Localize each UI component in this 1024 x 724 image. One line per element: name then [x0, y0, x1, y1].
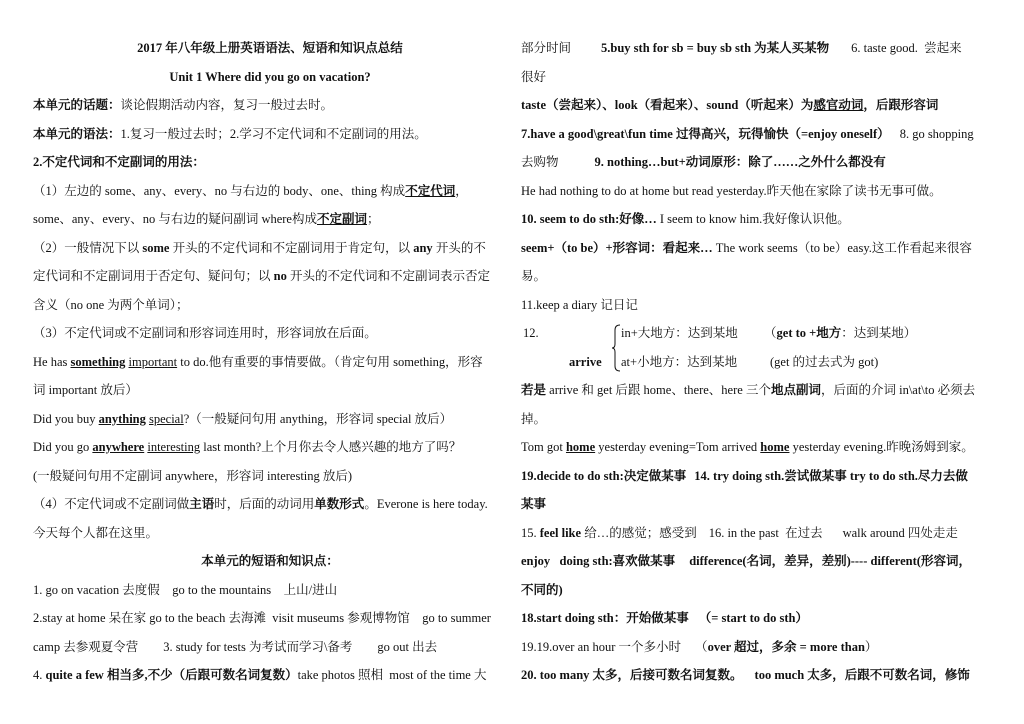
text: 8. go shopping — [899, 126, 974, 141]
text: 2.stay at home 呆在家 go to the beach 去海滩 visit museums 参观博物馆 go to summer — [33, 611, 491, 625]
text: 。Everone is here today. — [364, 497, 488, 511]
text: 本单元的短语和知识点： — [201, 554, 339, 568]
text: last month?上个月你去令人感兴趣的地方了吗？ — [200, 440, 462, 454]
underlined-term: special — [149, 411, 184, 426]
label: 本单元的语法： — [33, 126, 121, 141]
unit-title — [33, 63, 507, 92]
key-phrase: 5.buy sth for sb = buy sb sth 为某人买某物 — [601, 41, 830, 55]
text: 含义（no one 为两个单词）； — [33, 297, 189, 312]
text: ） — [864, 639, 878, 654]
text: ，后跟形容词 — [863, 98, 939, 112]
key-phrase: 18.start doing sth：开始做某事 — [521, 611, 689, 625]
text: 时，后面的动词用 — [214, 497, 315, 511]
text: 开头的不定代词和不定副词用于肯定句，以 — [169, 240, 414, 255]
key-phrase: get to +地方 — [776, 326, 842, 340]
phrase-line — [521, 462, 1001, 491]
document-title — [33, 34, 507, 63]
key-phrase: feel like — [539, 525, 582, 540]
left-line — [33, 462, 507, 491]
text: 部分时间 — [521, 41, 572, 55]
key-term: home — [760, 440, 790, 454]
usage-got-note: (get 的过去式为 got) — [770, 354, 879, 369]
key-phrase: seem+（to be）+形容词：看起来… — [521, 240, 713, 255]
text: 4. — [33, 668, 46, 682]
key-term: no — [273, 269, 287, 283]
left-column — [33, 34, 507, 690]
left-line — [33, 177, 507, 206]
key-term: 主语 — [189, 497, 215, 511]
usage-in: in+大地方：达到某地 — [621, 326, 738, 340]
key-term: quite a few — [45, 668, 104, 682]
text: 1. go on vacation 去度假 go to the mountains 上山/进山 — [33, 582, 338, 597]
left-line — [33, 262, 507, 291]
example-line — [521, 433, 1001, 462]
text: yesterday evening=Tom arrived — [595, 440, 761, 454]
text: 很好 — [521, 69, 547, 84]
left-line — [33, 234, 507, 263]
phrase-line — [521, 604, 1001, 633]
text: (一般疑问句用不定副词 anywhere，形容词 interesting 放后) — [33, 468, 353, 483]
text: 定代词和不定副词用于否定句、疑问句；以 — [33, 269, 274, 283]
phrase-line — [521, 291, 1001, 320]
text: （1）左边的 some、any、every、no 与右边的 body、one、thing 构成 — [33, 183, 406, 198]
key-term: 不定代词 — [405, 183, 456, 198]
text: 掉。 — [521, 411, 547, 426]
example-line — [521, 177, 1001, 206]
text: some、any、every、no 与右边的疑问副词 where构成 — [33, 212, 317, 226]
phrase-line — [521, 205, 1001, 234]
key-phrase: 14. try doing sth.尝试做某事 try to do sth.尽力去做 — [694, 468, 968, 483]
left-brace-icon — [611, 324, 621, 372]
text: （ — [764, 326, 777, 340]
section-heading — [33, 148, 507, 177]
text: to do.他有重要的事情要做。（肯定句用 something，形容 — [177, 354, 483, 369]
text: Did you buy — [33, 411, 99, 426]
text: 易。 — [521, 269, 547, 283]
topic-line — [33, 91, 507, 120]
underlined-term: important — [128, 354, 178, 369]
phrase-line — [521, 262, 1001, 291]
text: ：达到某地） — [841, 326, 917, 340]
key-term: some — [142, 240, 170, 255]
text: arrive 和 get 后跟 home、there、here 三个 — [546, 383, 771, 397]
text: 开头的不定代词和不定副词表示否定 — [286, 269, 490, 283]
text: 1.复习一般过去时；2.学习不定代词和不定副词的用法。 — [120, 126, 427, 141]
label: 本单元的话题： — [33, 98, 121, 112]
text: I seem to know him.我好像认识他。 — [656, 212, 850, 226]
example-line — [33, 433, 507, 462]
text: ； — [367, 212, 380, 226]
text: He had nothing to do at home but read yesterday.昨天他在家除了读书无事可做。 — [521, 183, 942, 198]
key-term: any — [413, 240, 433, 255]
usage-at: at+小地方：达到某地 — [621, 354, 738, 369]
text: 6. taste good. 尝起来 — [851, 41, 962, 55]
phrase-line — [521, 34, 1001, 63]
left-line — [33, 291, 507, 320]
text: camp 去参观夏令营 3. study for tests 为考试而学习\备考 go out 出去 — [33, 639, 438, 654]
text: （ — [695, 639, 708, 654]
key-phrase: 10. seem to do sth:好像… — [521, 212, 657, 226]
phrase-line — [521, 376, 1001, 405]
text: take photos 照相 most of the time 大 — [297, 668, 487, 682]
text: ，后面的介词 in\at\to 必须去 — [820, 383, 976, 397]
phrase-line — [521, 519, 1001, 548]
underlined-term: interesting — [147, 440, 201, 454]
key-term: anywhere — [92, 440, 145, 454]
key-term: 单数形式 — [314, 497, 365, 511]
key-phrase: enjoy doing sth:喜欢做某事 — [521, 554, 676, 568]
key-term: 相当多,不少（后跟可数名词复数） — [103, 668, 298, 682]
left-line — [33, 205, 507, 234]
phrase-line — [521, 547, 1001, 576]
key-phrase: （= start to do sth） — [698, 611, 808, 625]
text: 去购物 — [521, 155, 559, 169]
key-phrase: 7.have a good\great\fun time 过得高兴，玩得愉快（=enjoy oneself） — [521, 126, 890, 141]
phrase-line — [33, 576, 507, 605]
phrase-line — [33, 661, 507, 690]
key-term: 地点副词 — [770, 383, 821, 397]
text: 11.keep a diary 记日记 — [521, 297, 638, 312]
text: （4）不定代词或不定副词做 — [33, 497, 190, 511]
text: （3）不定代词或不定副词和形容词连用时，形容词放在后面。 — [33, 326, 377, 340]
phrase-line — [33, 604, 507, 633]
text: 词 important 放后） — [33, 383, 138, 397]
text: ?（一般疑问句用 anything，形容词 special 放后） — [183, 411, 453, 426]
key-term: anything — [98, 411, 146, 426]
key-phrase: 9. nothing…but+动词原形：除了……之外什么都没有 — [594, 155, 886, 169]
text: 谈论假期活动内容，复习一般过去时。 — [120, 98, 334, 112]
key-phrase: 19.decide to do sth:决定做某事 — [521, 468, 687, 483]
item-number: 12. — [523, 326, 539, 340]
text: yesterday evening.昨晚汤姆到家。 — [789, 440, 974, 454]
text: Did you go — [33, 440, 93, 454]
left-line — [33, 519, 507, 548]
arrive-usage-block — [521, 319, 1001, 376]
text: 给…的感觉；感受到 — [581, 525, 697, 540]
key-term: 感官动词 — [813, 98, 864, 112]
key-term: something — [70, 354, 126, 369]
title-text: 2017 年八年级上册英语语法、短语和知识点总结 — [137, 41, 403, 55]
text: Tom got — [521, 440, 566, 454]
right-column — [521, 34, 1001, 690]
phrase-line — [521, 120, 1001, 149]
text: taste（尝起来）、look（看起来）、sound（听起来）为 — [521, 98, 814, 112]
text: 今天每个人都在这里。 — [33, 525, 159, 540]
phrase-line — [521, 576, 1001, 605]
text: 2.不定代词和不定副词的用法： — [33, 155, 205, 169]
key-phrase: 20. too many 太多，后接可数名词复数。 — [521, 668, 743, 682]
key-phrase: 不同的) — [521, 582, 563, 597]
text: 15. — [521, 525, 540, 540]
section-heading — [33, 547, 507, 576]
key-phrase: over 超过，多余 = more than — [707, 639, 865, 654]
text: The work seems（to be）easy.这工作看起来很容 — [712, 240, 972, 255]
phrase-line — [521, 490, 1001, 519]
text: 16. in the past 在过去 — [708, 525, 823, 540]
phrase-line — [521, 91, 1001, 120]
phrase-line — [521, 633, 1001, 662]
phrase-line — [521, 148, 1001, 177]
phrase-line — [521, 405, 1001, 434]
phrase-line — [33, 633, 507, 662]
text: walk around 四处走走 — [842, 525, 958, 540]
key-term: 不定副词 — [316, 212, 367, 226]
usage-get-to — [764, 319, 916, 348]
key-phrase: 某事 — [521, 497, 547, 511]
phrase-line — [521, 63, 1001, 92]
left-line — [33, 376, 507, 405]
text: ， — [455, 183, 468, 198]
text: （2）一般情况下以 — [33, 240, 143, 255]
phrase-line — [521, 661, 1001, 690]
left-line — [33, 319, 507, 348]
key-phrase: too much 太多，后跟不可数名词，修饰 — [754, 668, 970, 682]
text: 19.19.over an hour 一个多小时 — [521, 639, 682, 654]
example-line — [33, 405, 507, 434]
key-phrase: difference(名词，差异，差别)---- different(形容词， — [689, 554, 971, 568]
grammar-line — [33, 120, 507, 149]
unit-text: Unit 1 Where did you go on vacation? — [169, 69, 371, 84]
phrase-line — [521, 234, 1001, 263]
example-line — [33, 348, 507, 377]
left-line — [33, 490, 507, 519]
text: 开头的不 — [432, 240, 486, 255]
verb-arrive: arrive — [569, 354, 602, 369]
key-term: home — [565, 440, 596, 454]
text: He has — [33, 354, 71, 369]
key-term: 若是 — [521, 383, 547, 397]
